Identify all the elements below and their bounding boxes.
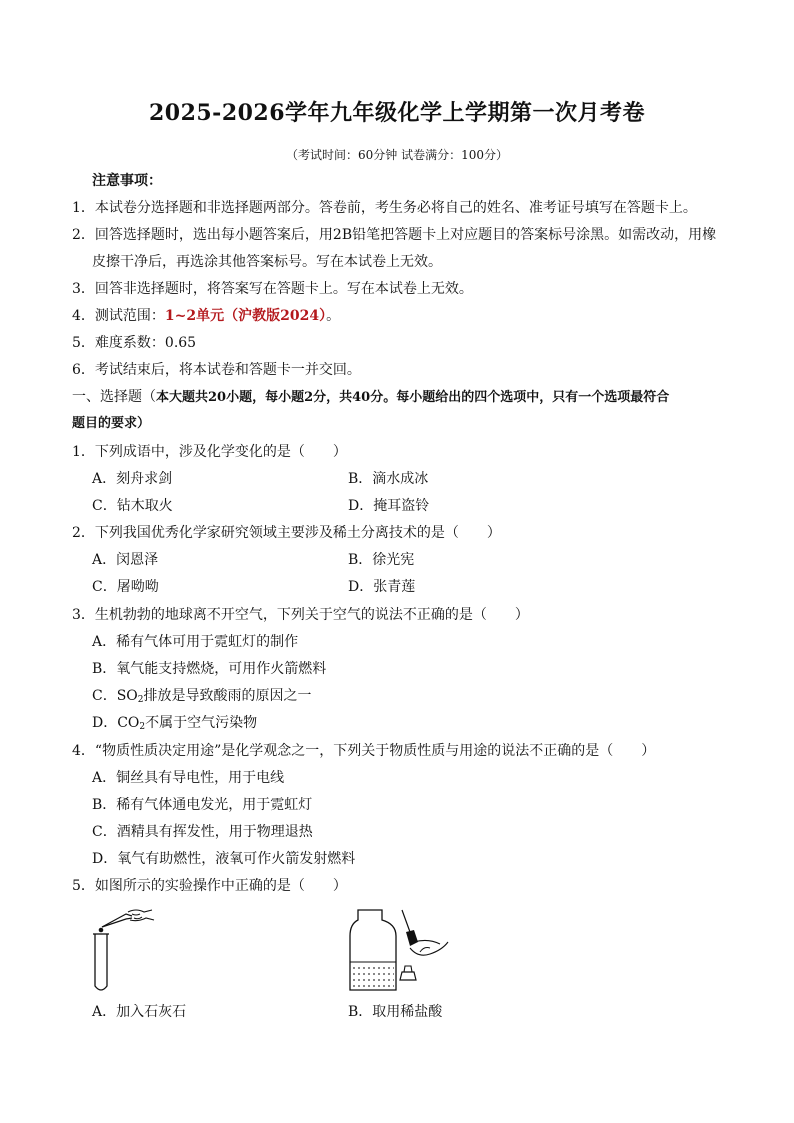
option-b: B．取用稀盐酸 [348, 1004, 443, 1020]
subscript: 2 [139, 722, 146, 732]
option-d [92, 714, 257, 736]
option-c-text: 排放是导致酸雨的原因之一 [143, 688, 312, 704]
option-d: D．张青莲 [348, 579, 416, 595]
tweezers-test-tube-figure [86, 900, 166, 996]
option-c: C．屠呦呦 [92, 579, 159, 595]
option-d-text: 不属于空气污染物 [145, 715, 258, 731]
section-heading [72, 388, 669, 407]
option-b: B．徐光宪 [348, 552, 415, 568]
option-b: B．稀有气体通电发光，用于霓虹灯 [92, 797, 313, 813]
section-label: 一、选择题（ [72, 389, 156, 405]
option-d: D．掩耳盗铃 [348, 498, 430, 514]
exam-info: （考试时间：60分钟 试卷满分：100分） [286, 148, 508, 162]
dropper-bottle-figure [344, 902, 464, 998]
subscript: 2 [137, 695, 144, 705]
question-stem: 3．生机勃勃的地球离不开空气，下列关于空气的说法不正确的是（ ） [72, 607, 529, 623]
section-desc-cont: 题目的要求） [72, 416, 151, 431]
option-b: B．氧气能支持燃烧，可用作火箭燃料 [92, 661, 327, 677]
scope-value: 1~2单元（沪教版2024） [164, 308, 327, 324]
note-item: 3．回答非选择题时，将答案写在答题卡上。写在本试卷上无效。 [72, 281, 473, 297]
question-stem: 1．下列成语中，涉及化学变化的是（ ） [72, 444, 347, 460]
note-item-scope [72, 307, 340, 325]
section-desc: 本大题共20小题，每小题2分，共40分。每小题给出的四个选项中，只有一个选项最符合 [156, 390, 670, 405]
option-d: D．氧气有助燃性，液氧可作火箭发射燃料 [92, 851, 356, 867]
page-title: 2025-2026学年九年级化学上学期第一次月考卷 [148, 100, 646, 126]
option-a: A．稀有气体可用于霓虹灯的制作 [92, 634, 299, 650]
option-a: A．闵恩泽 [92, 552, 159, 568]
scope-prefix: 4．测试范围： [72, 308, 165, 324]
note-item: 5．难度系数：0.65 [72, 335, 197, 351]
note-item: 2．回答选择题时，选出每小题答案后，用2B铅笔把答题卡上对应题目的答案标号涂黑。如需改动，用橡 [72, 227, 717, 243]
question-stem: 5．如图所示的实验操作中正确的是（ ） [72, 878, 347, 894]
option-c [92, 687, 312, 709]
option-c: C．钻木取火 [92, 498, 173, 514]
note-item: 1．本试卷分选择题和非选择题两部分。答卷前，考生务必将自己的姓名、准考证号填写在答题卡上。 [72, 200, 697, 216]
note-item: 皮擦干净后，再选涂其他答案标号。写在本试卷上无效。 [92, 254, 442, 270]
option-b: B．滴水成冰 [348, 471, 429, 487]
option-a: A．刻舟求剑 [92, 471, 173, 487]
notes-heading: 注意事项： [92, 173, 162, 189]
option-a: A．加入石灰石 [92, 1004, 187, 1020]
option-c: C．酒精具有挥发性，用于物理退热 [92, 824, 313, 840]
scope-suffix: 。 [326, 308, 341, 324]
question-stem: 4．“物质性质决定用途”是化学观念之一，下列关于物质性质与用途的说法不正确的是（ ） [72, 743, 656, 759]
option-c-prefix: C．SO [92, 688, 138, 704]
option-d-prefix: D．CO [92, 715, 140, 731]
option-a: A．铜丝具有导电性，用于电线 [92, 770, 285, 786]
question-stem: 2．下列我国优秀化学家研究领域主要涉及稀土分离技术的是（ ） [72, 525, 501, 541]
note-item: 6．考试结束后，将本试卷和答题卡一并交回。 [72, 362, 361, 378]
